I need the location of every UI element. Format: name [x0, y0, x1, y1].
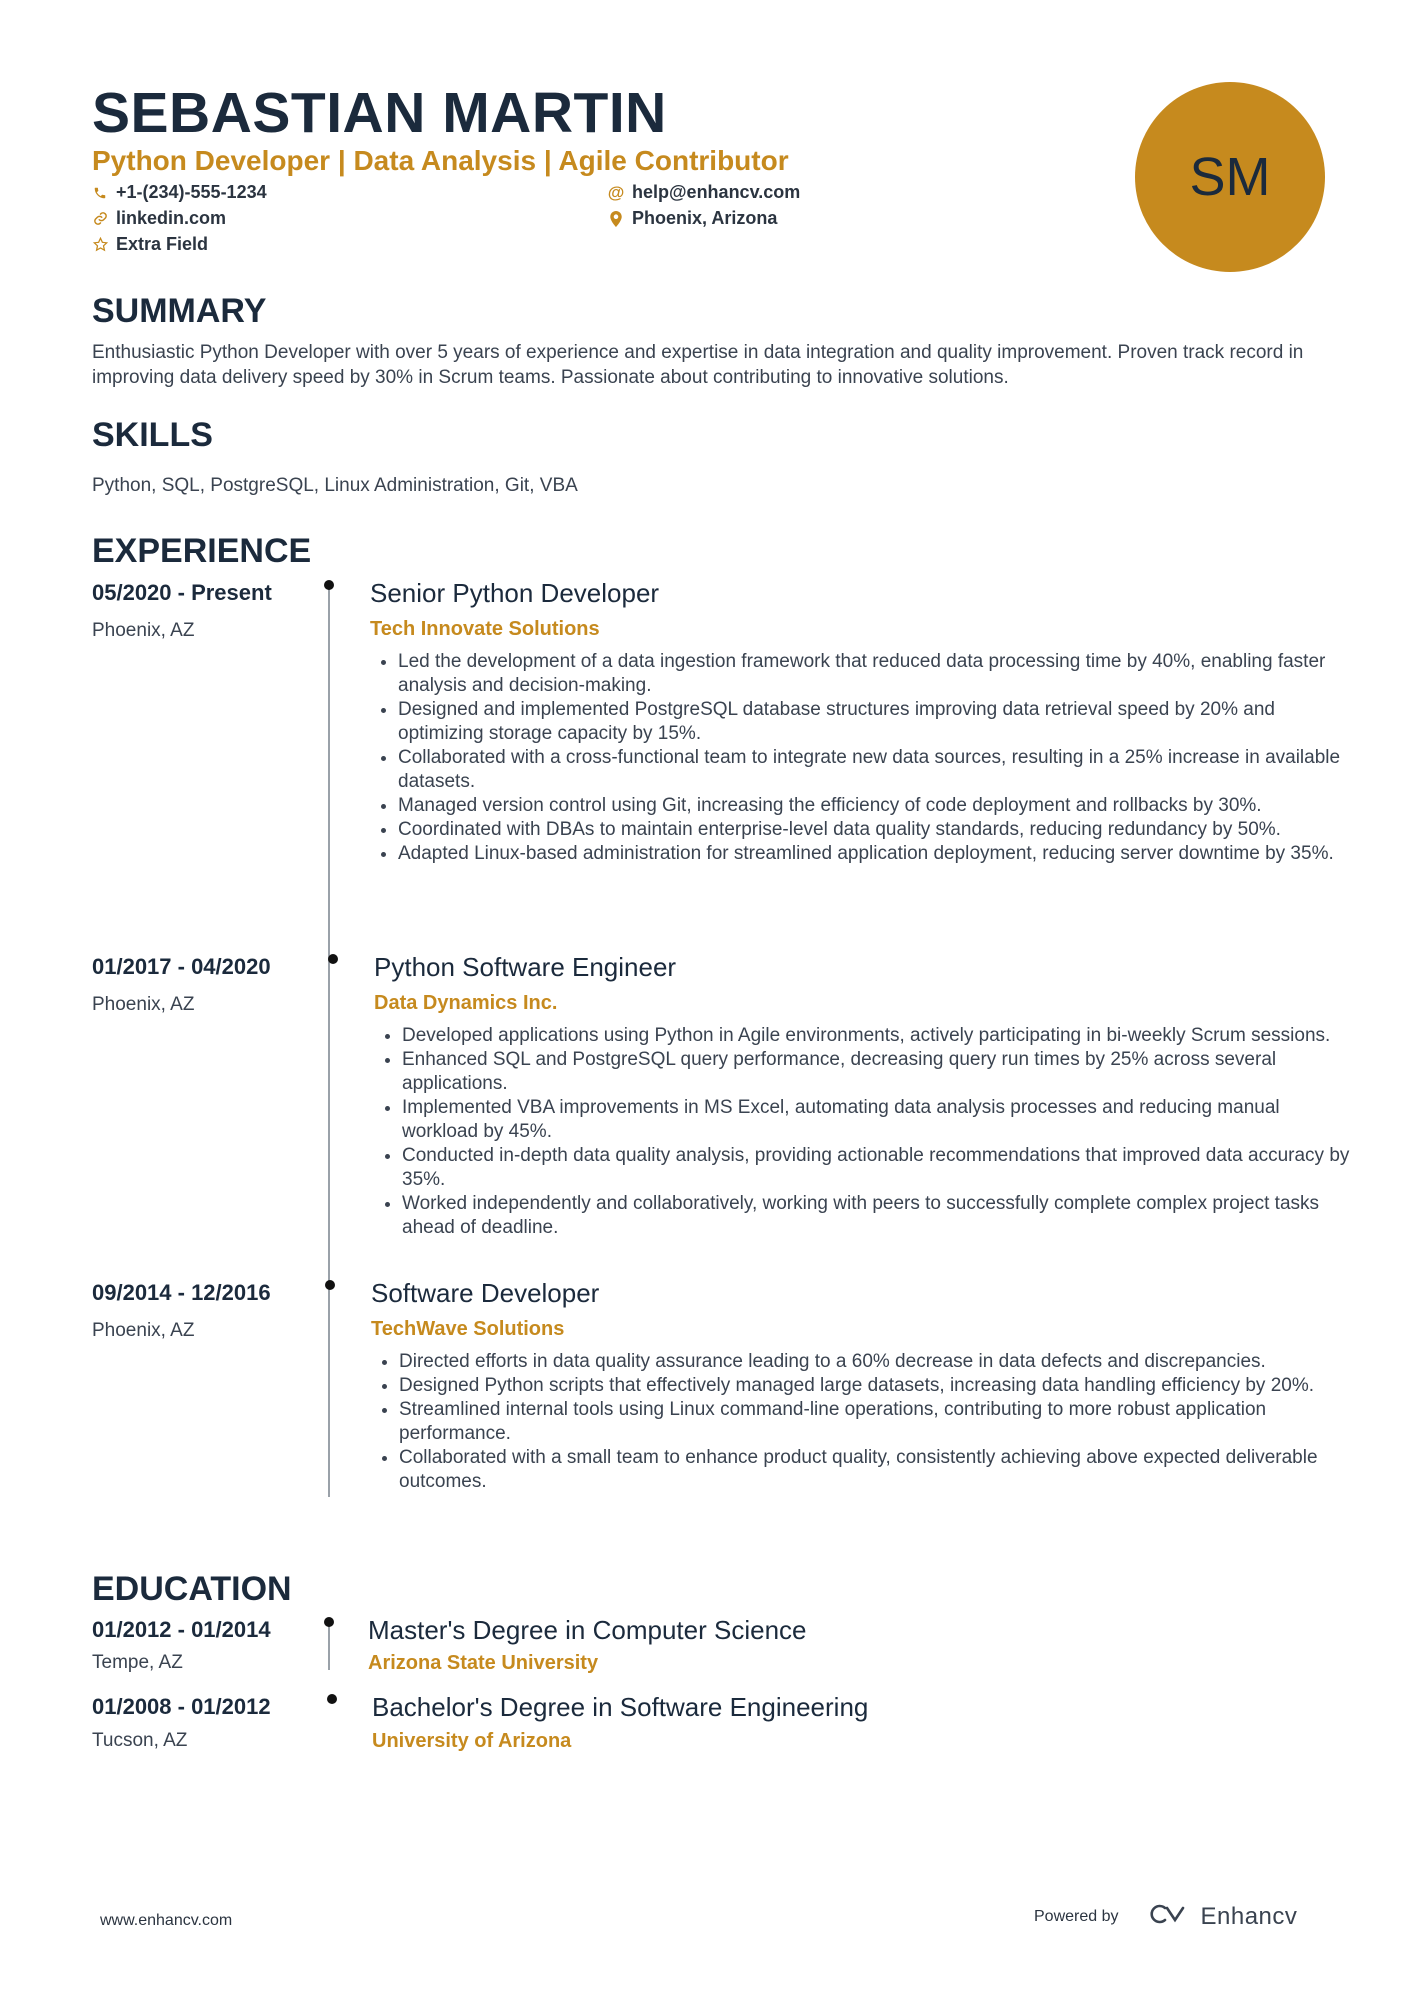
- job-location: Phoenix, AZ: [92, 620, 195, 641]
- timeline-dot: [328, 954, 338, 964]
- list-item: • Coordinated with DBAs to maintain enterprise-level data quality standards, reducing redundancy by 50%.: [398, 818, 1348, 842]
- timeline-dot: [327, 1694, 337, 1704]
- job-bullets: [375, 1350, 1349, 1494]
- job-date: 01/2017 - 04/2020: [92, 954, 271, 979]
- contact-extra: [92, 234, 208, 255]
- list-item: • Collaborated with a small team to enhance product quality, consistently achieving above expected deliverable outcomes.: [399, 1446, 1349, 1494]
- list-item: • Designed Python scripts that effectively managed large datasets, increasing data handling efficiency by 20%.: [399, 1374, 1349, 1398]
- phone-text[interactable]: +1-(234)-555-1234: [116, 182, 267, 202]
- list-item: • Designed and implemented PostgreSQL database structures improving data retrieval speed by 20% and optimizing storage capacity by 15%.: [398, 698, 1348, 746]
- contact-linkedin: [92, 208, 226, 229]
- list-item: • Collaborated with a cross-functional team to integrate new data sources, resulting in a 25% increase in available datasets.: [398, 746, 1348, 794]
- location-text: Phoenix, Arizona: [632, 208, 778, 228]
- candidate-name: SEBASTIAN MARTIN: [92, 81, 667, 145]
- job-role: Software Developer: [371, 1278, 600, 1308]
- list-item: • Developed applications using Python in Agile environments, actively participating in bi-weekly Scrum sessions.: [402, 1024, 1352, 1048]
- footer-website[interactable]: www.enhancv.com: [100, 1912, 233, 1929]
- job-role: Senior Python Developer: [370, 578, 660, 608]
- at-icon: @: [607, 182, 625, 202]
- powered-by-label: Powered by: [1034, 1907, 1119, 1925]
- education-timeline: [328, 1622, 330, 1670]
- job-location: Phoenix, AZ: [92, 994, 195, 1015]
- job-company: TechWave Solutions: [371, 1318, 565, 1340]
- timeline-dot: [324, 580, 334, 590]
- linkedin-text[interactable]: linkedin.com: [116, 208, 227, 228]
- job-company: Data Dynamics Inc.: [374, 992, 558, 1014]
- brand-name[interactable]: Enhancv: [1200, 1902, 1298, 1930]
- star-icon: [92, 237, 108, 253]
- job-role: Python Software Engineer: [374, 952, 677, 982]
- summary-text: Enthusiastic Python Developer with over 5 years of experience and expertise in data integration and quality improvement. Proven track record in improving data delivery speed by 30% in Scrum teams. Passionate about contributing to innovative solutions.: [92, 342, 1304, 388]
- education-degree: Bachelor's Degree in Software Engineering: [372, 1692, 869, 1722]
- summary-heading: SUMMARY: [92, 292, 267, 330]
- education-school: University of Arizona: [372, 1730, 572, 1752]
- list-item: • Enhanced SQL and PostgreSQL query performance, decreasing query run times by 25% across several applications.: [402, 1048, 1352, 1096]
- avatar: [1135, 82, 1325, 272]
- experience-heading: EXPERIENCE: [92, 532, 312, 570]
- timeline-dot: [324, 1617, 334, 1627]
- footer-powered-by: [1034, 1902, 1297, 1931]
- location-pin-icon: [608, 211, 624, 227]
- education-date: 01/2008 - 01/2012: [92, 1694, 271, 1719]
- skills-heading: SKILLS: [92, 416, 213, 454]
- avatar-initials: SM: [1189, 147, 1271, 207]
- education-school: Arizona State University: [368, 1652, 599, 1674]
- job-date: 09/2014 - 12/2016: [92, 1280, 271, 1305]
- list-item: • Worked independently and collaboratively, working with peers to successfully complete complex project tasks ahead of deadline.: [402, 1192, 1352, 1240]
- email-text[interactable]: help@enhancv.com: [632, 182, 801, 202]
- skills-text: Python, SQL, PostgreSQL, Linux Administration, Git, VBA: [92, 475, 578, 496]
- enhancv-logo-icon: [1145, 1902, 1191, 1931]
- link-icon: [92, 211, 108, 227]
- job-bullets: [374, 650, 1348, 866]
- list-item: • Conducted in-depth data quality analysis, providing actionable recommendations that improved data accuracy by 35%.: [402, 1144, 1352, 1192]
- education-location: Tucson, AZ: [92, 1730, 188, 1751]
- extra-field-text: Extra Field: [116, 234, 209, 254]
- list-item: • Adapted Linux-based administration for streamlined application deployment, reducing server downtime by 35%.: [398, 842, 1348, 866]
- job-date: 05/2020 - Present: [92, 580, 272, 605]
- list-item: • Directed efforts in data quality assurance leading to a 60% decrease in data defects and discrepancies.: [399, 1350, 1349, 1374]
- candidate-title: Python Developer | Data Analysis | Agile Contributor: [92, 145, 789, 176]
- list-item: • Streamlined internal tools using Linux command-line operations, contributing to more robust application performance.: [399, 1398, 1349, 1446]
- education-degree: Master's Degree in Computer Science: [368, 1615, 807, 1645]
- contact-location: [608, 208, 777, 229]
- phone-icon: [92, 185, 108, 201]
- contact-phone: [92, 182, 267, 203]
- education-heading: EDUCATION: [92, 1570, 292, 1608]
- contact-email: [608, 182, 800, 203]
- job-bullets: [378, 1024, 1352, 1240]
- list-item: • Managed version control using Git, increasing the efficiency of code deployment and rollbacks by 30%.: [398, 794, 1348, 818]
- job-location: Phoenix, AZ: [92, 1320, 195, 1341]
- education-location: Tempe, AZ: [92, 1652, 183, 1673]
- timeline-dot: [325, 1280, 335, 1290]
- experience-timeline: [328, 585, 330, 1497]
- list-item: • Implemented VBA improvements in MS Excel, automating data analysis processes and reducing manual workload by 45%.: [402, 1096, 1352, 1144]
- education-date: 01/2012 - 01/2014: [92, 1617, 271, 1642]
- list-item: • Led the development of a data ingestion framework that reduced data processing time by 40%, enabling faster analysis and decision-making.: [398, 650, 1348, 698]
- job-company: Tech Innovate Solutions: [370, 618, 600, 640]
